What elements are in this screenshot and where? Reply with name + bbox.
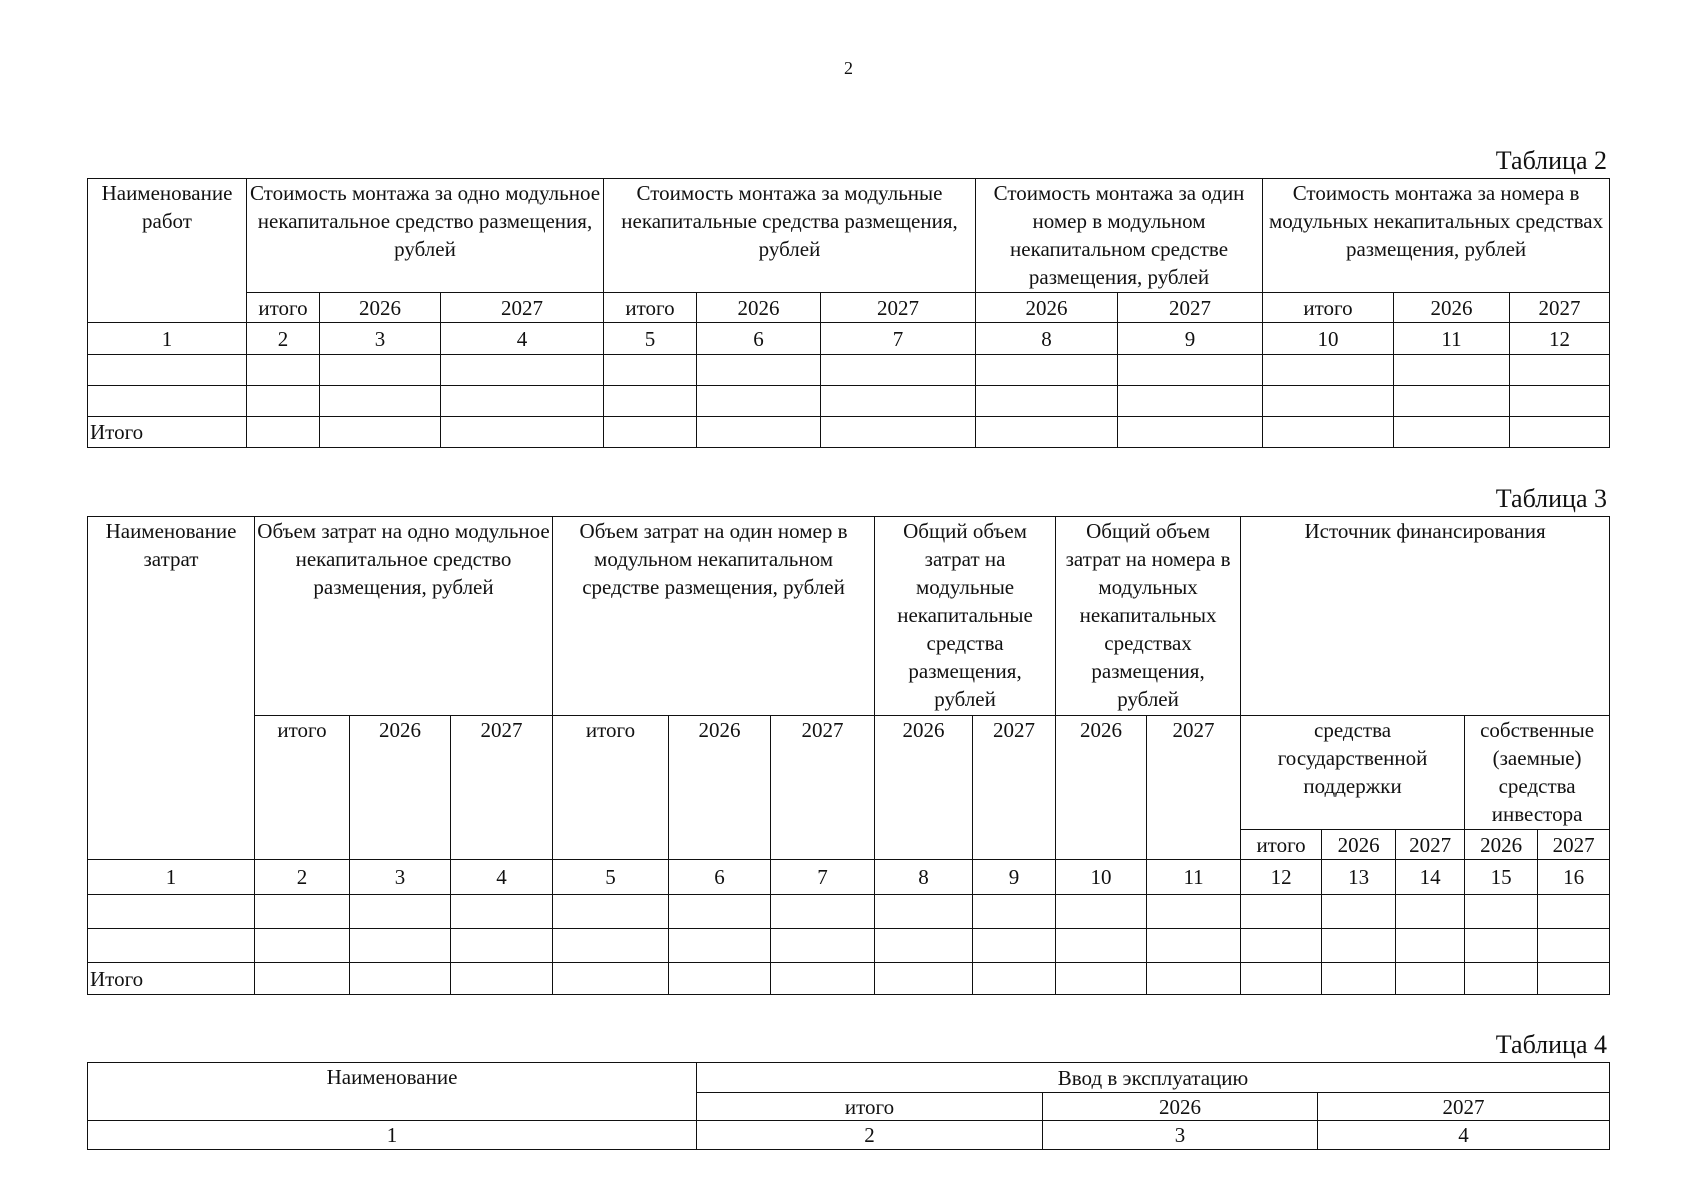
- t2-header-group-2: Стоимость монтажа за модульные некапитальные средства размещения, рублей: [604, 179, 976, 293]
- table-3: [87, 516, 1610, 995]
- t2-header-group-3: Стоимость монтажа за один номер в модульном некапитальном средстве размещения, рублей: [976, 179, 1263, 293]
- table-total-row: [88, 963, 1610, 995]
- table-4: [87, 1062, 1610, 1150]
- t3-column-number: 12: [1241, 860, 1322, 895]
- table-2-caption: Таблица 2: [1495, 146, 1607, 175]
- table-4-caption: Таблица 4: [1495, 1030, 1607, 1059]
- t3-subheader: 2027: [1147, 716, 1241, 860]
- t3-column-number: 14: [1396, 860, 1465, 895]
- t3-header-group-1: Объем затрат на одно модульное некапитальное средство размещения, рублей: [255, 517, 553, 716]
- t3-header-group-2: Объем затрат на один номер в модульном некапитальном средстве размещения, рублей: [553, 517, 875, 716]
- t2-column-number: 2: [247, 323, 320, 355]
- t2-subheader: 2027: [1118, 293, 1263, 323]
- t3-column-number: 3: [350, 860, 451, 895]
- t3-subheader: 2026: [669, 716, 771, 860]
- t3-header-funding: Источник финансирования: [1241, 517, 1610, 716]
- t2-column-number: 4: [441, 323, 604, 355]
- t4-header-name: Наименование: [88, 1063, 697, 1121]
- table-2: [87, 178, 1610, 448]
- t2-column-number: 1: [88, 323, 247, 355]
- t3-column-number: 7: [771, 860, 875, 895]
- t3-column-number: 10: [1056, 860, 1147, 895]
- t4-column-number: 3: [1043, 1121, 1318, 1150]
- t4-column-number: 1: [88, 1121, 697, 1150]
- t4-column-number: 2: [697, 1121, 1043, 1150]
- t2-subheader: 2026: [320, 293, 441, 323]
- t2-subheader: 2027: [1510, 293, 1610, 323]
- t2-subheader: итого: [604, 293, 697, 323]
- t3-column-number: 1: [88, 860, 255, 895]
- t2-column-number: 10: [1263, 323, 1394, 355]
- t3-subheader: 2026: [875, 716, 973, 860]
- t3-subheader: 2026: [1056, 716, 1147, 860]
- table-row: [88, 929, 1610, 963]
- t2-column-number: 12: [1510, 323, 1610, 355]
- t3-column-number: 5: [553, 860, 669, 895]
- t3-header-name: Наименование затрат: [88, 517, 255, 860]
- t3-funding-subheader: 2026: [1322, 830, 1396, 860]
- t3-subheader: 2027: [771, 716, 875, 860]
- t2-subheader: итого: [1263, 293, 1394, 323]
- t2-header-group-4: Стоимость монтажа за номера в модульных некапитальных средствах размещения, рублей: [1263, 179, 1610, 293]
- t3-column-number: 4: [451, 860, 553, 895]
- t3-column-number: 2: [255, 860, 350, 895]
- t3-header-state-support: средства государственной поддержки: [1241, 716, 1465, 830]
- t2-subheader: 2027: [821, 293, 976, 323]
- t2-subheader: 2026: [976, 293, 1118, 323]
- t3-funding-subheader: 2026: [1465, 830, 1538, 860]
- t2-column-number: 5: [604, 323, 697, 355]
- t3-column-number: 6: [669, 860, 771, 895]
- page-number: 2: [844, 58, 853, 78]
- t3-subheader: 2026: [350, 716, 451, 860]
- t3-header-group-4: Общий объем затрат на номера в модульных некапитальных средствах размещения, рублей: [1056, 517, 1241, 716]
- t3-subheader: итого: [255, 716, 350, 860]
- t2-column-number: 6: [697, 323, 821, 355]
- t2-column-number: 3: [320, 323, 441, 355]
- t2-column-number: 8: [976, 323, 1118, 355]
- t4-header-commissioning: Ввод в эксплуатацию: [697, 1063, 1610, 1093]
- table-row: [88, 386, 1610, 417]
- t2-subheader: 2026: [697, 293, 821, 323]
- t2-column-number: 7: [821, 323, 976, 355]
- t3-funding-subheader: 2027: [1538, 830, 1610, 860]
- t2-subheader: 2026: [1394, 293, 1510, 323]
- t2-subheader: 2027: [441, 293, 604, 323]
- table-total-row: [88, 417, 1610, 448]
- table-row: [88, 355, 1610, 386]
- t4-column-number: 4: [1318, 1121, 1610, 1150]
- table-row: [88, 895, 1610, 929]
- t3-column-number: 16: [1538, 860, 1610, 895]
- t3-funding-subheader: итого: [1241, 830, 1322, 860]
- t2-header-group-1: Стоимость монтажа за одно модульное некапитальное средство размещения, рублей: [247, 179, 604, 293]
- table-3-caption: Таблица 3: [1495, 484, 1607, 513]
- t3-funding-subheader: 2027: [1396, 830, 1465, 860]
- t2-column-number: 9: [1118, 323, 1263, 355]
- t2-column-number: 11: [1394, 323, 1510, 355]
- t3-column-number: 15: [1465, 860, 1538, 895]
- t2-header-name: Наименование работ: [88, 179, 247, 323]
- t3-total-label: Итого: [88, 963, 255, 995]
- t4-subheader: итого: [697, 1093, 1043, 1121]
- t3-column-number: 9: [973, 860, 1056, 895]
- t3-column-number: 13: [1322, 860, 1396, 895]
- t3-subheader: 2027: [973, 716, 1056, 860]
- t2-total-label: Итого: [88, 417, 247, 448]
- t4-subheader: 2027: [1318, 1093, 1610, 1121]
- t3-subheader: 2027: [451, 716, 553, 860]
- t3-column-number: 11: [1147, 860, 1241, 895]
- t2-subheader: итого: [247, 293, 320, 323]
- t3-subheader: итого: [553, 716, 669, 860]
- t3-header-group-3: Общий объем затрат на модульные некапитальные средства размещения, рублей: [875, 517, 1056, 716]
- t3-header-investor-funds: собственные (заемные) средства инвестора: [1465, 716, 1610, 830]
- t3-column-number: 8: [875, 860, 973, 895]
- t4-subheader: 2026: [1043, 1093, 1318, 1121]
